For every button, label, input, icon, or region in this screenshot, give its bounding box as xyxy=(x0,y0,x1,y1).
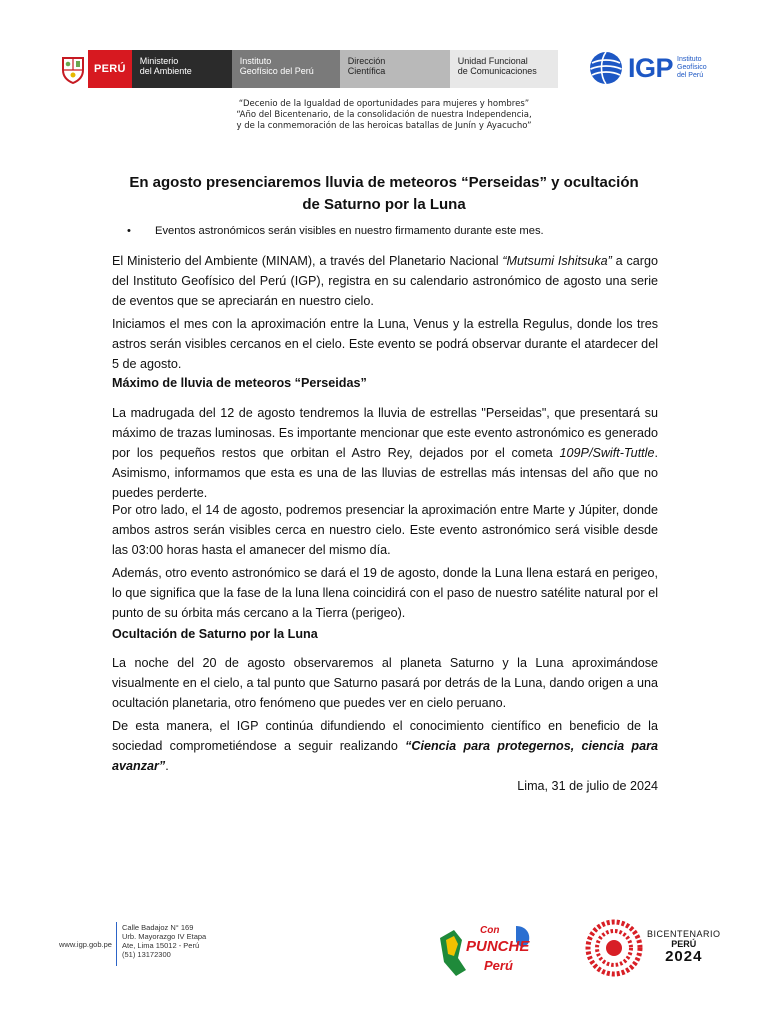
title-line-2: de Saturno por la Luna xyxy=(302,196,466,213)
decade-line-2: “Año del Bicentenario, de la consolidación de nuestra Independencia, xyxy=(236,110,532,120)
planetarium-name: “Mutsumi Ishitsuka” xyxy=(502,254,612,268)
p3-text-a: La madrugada del 12 de agosto tendremos la lluvia de estrellas "Perseidas", que presentará su máximo de trazas luminosas. Es importante mencionar que este evento astronómico es generado por los pequeños restos que orbitan el Astro Rey, dejados por el cometa xyxy=(112,406,658,460)
bicentenario-emblem-icon xyxy=(584,918,644,983)
paragraph-6: La noche del 20 de agosto observaremos al planeta Saturno y la Luna aproximándose visualmente en el cielo, a tal punto que Saturno pasará por detrás de la Luna, dando origen a una ocultación planetaria, otro fenómeno que puedes ver en cielo peruano. xyxy=(112,656,658,710)
igp-logo-subtitle xyxy=(677,56,707,80)
direccion-label xyxy=(340,50,450,88)
summary-bullet xyxy=(129,225,544,237)
paragraph-7 xyxy=(112,716,658,776)
p7-text-b: . xyxy=(165,759,169,773)
address-line-2: Urb. Mayorazgo IV Etapa xyxy=(122,932,207,941)
bicentenario-word: BICENTENARIO xyxy=(647,929,721,939)
footer-divider xyxy=(116,922,117,966)
institutional-header xyxy=(58,50,558,88)
bicentenario-year: 2024 xyxy=(665,948,703,965)
punche-word-1: Con xyxy=(480,925,500,936)
p1-text-b: a cargo del Instituto Geofísico del Perú (IGP), registra en su calendario astronómico de agosto una serie de eventos que se apreciarán en nuestro cielo. xyxy=(112,254,658,308)
title-line-1: En agosto presenciaremos lluvia de meteoros “Perseidas” y ocultación xyxy=(129,174,639,191)
paragraph-3 xyxy=(112,403,658,503)
igp-logo xyxy=(588,50,707,86)
minam-line-1: Ministerio xyxy=(139,56,179,66)
punche-word-2: PUNCHE xyxy=(466,938,530,955)
decade-line-3: y de la conmemoración de las heroicas batallas de Junín y Ayacucho” xyxy=(236,121,532,131)
peru-coat-of-arms-icon xyxy=(58,50,88,88)
address-line-1: Calle Badajoz N° 169 xyxy=(122,923,194,932)
igp-line-1: Instituto xyxy=(239,56,272,66)
bicentenario-country: PERÚ xyxy=(671,939,697,949)
bicentenario-label xyxy=(647,929,721,965)
paragraph-1 xyxy=(112,251,658,311)
igp-sub-line-1: Instituto xyxy=(677,56,702,63)
p7-text-a: De esta manera, el IGP continúa difundiendo el conocimiento científico en beneficio de la sociedad comprometiéndose a seguir realizando xyxy=(112,719,658,753)
press-release-title xyxy=(100,172,668,216)
comunicaciones-line-1: Unidad Funcional xyxy=(457,56,528,66)
paragraph-2: Iniciamos el mes con la aproximación entre la Luna, Venus y la estrella Regulus, donde los tres astros serán visibles cercanos en el cielo. Este evento se podrá observar durante el atardecer del 5 de agosto. xyxy=(112,317,658,371)
p3-text-b: . Asimismo, informamos que esta es una de las lluvias de estrellas más intensas del año que no puedes perderte. xyxy=(112,446,658,500)
paragraph-5: Además, otro evento astronómico se dará el 19 de agosto, donde la Luna llena estará en perigeo, lo que significa que la fase de la luna llena coincidirá con el paso de nuestro satélite natural por el punto de su órbita más cercano a la Tierra (perigeo). xyxy=(112,566,658,620)
bullet-dot-icon: • xyxy=(127,225,131,237)
minam-label xyxy=(132,50,232,88)
igp-sub-line-2: Geofísico xyxy=(677,64,707,71)
igp-line-2: Geofísico del Perú xyxy=(239,66,314,76)
address-line-4: (51) 13172300 xyxy=(122,950,171,959)
comunicaciones-label xyxy=(450,50,558,88)
decade-line-1: “Decenio de la Igualdad de oportunidades para mujeres y hombres” xyxy=(238,99,530,109)
decade-declaration xyxy=(0,99,768,132)
p1-text-a: El Ministerio del Ambiente (MINAM), a través del Planetario Nacional xyxy=(112,254,503,268)
comet-name: 109P/Swift-Tuttle xyxy=(559,446,655,460)
punche-word-3: Perú xyxy=(484,958,513,973)
peru-label: PERÚ xyxy=(88,50,132,88)
heading-perseidas: Máximo de lluvia de meteoros “Perseidas” xyxy=(112,376,367,390)
bullet-text: Eventos astronómicos serán visibles en nuestro firmamento durante este mes. xyxy=(155,225,544,237)
igp-sub-line-3: del Perú xyxy=(677,72,704,79)
igp-globe-icon xyxy=(588,50,624,86)
con-punche-peru-logo xyxy=(436,918,540,987)
direccion-line-2: Científica xyxy=(347,66,386,76)
igp-label xyxy=(232,50,340,88)
closing-slogan: “Ciencia para protegernos, ciencia para avanzar” xyxy=(112,739,658,773)
address-line-3: Ate, Lima 15012 - Perú xyxy=(122,941,200,950)
footer-website: www.igp.gob.pe xyxy=(59,940,112,949)
date-line: Lima, 31 de julio de 2024 xyxy=(517,779,658,793)
heading-saturno: Ocultación de Saturno por la Luna xyxy=(112,627,318,641)
paragraph-4: Por otro lado, el 14 de agosto, podremos presenciar la aproximación entre Marte y Júpiter, donde ambos astros serán visibles cerca en nuestro cielo. Este evento astronómico será visible desde las 03:00 horas hasta el amanecer del mismo día. xyxy=(112,503,658,557)
minam-line-2: del Ambiente xyxy=(139,66,192,76)
comunicaciones-line-2: de Comunicaciones xyxy=(457,66,537,76)
direccion-line-1: Dirección xyxy=(347,56,386,66)
footer-address xyxy=(122,923,206,959)
igp-logo-text: IGP xyxy=(628,52,674,83)
